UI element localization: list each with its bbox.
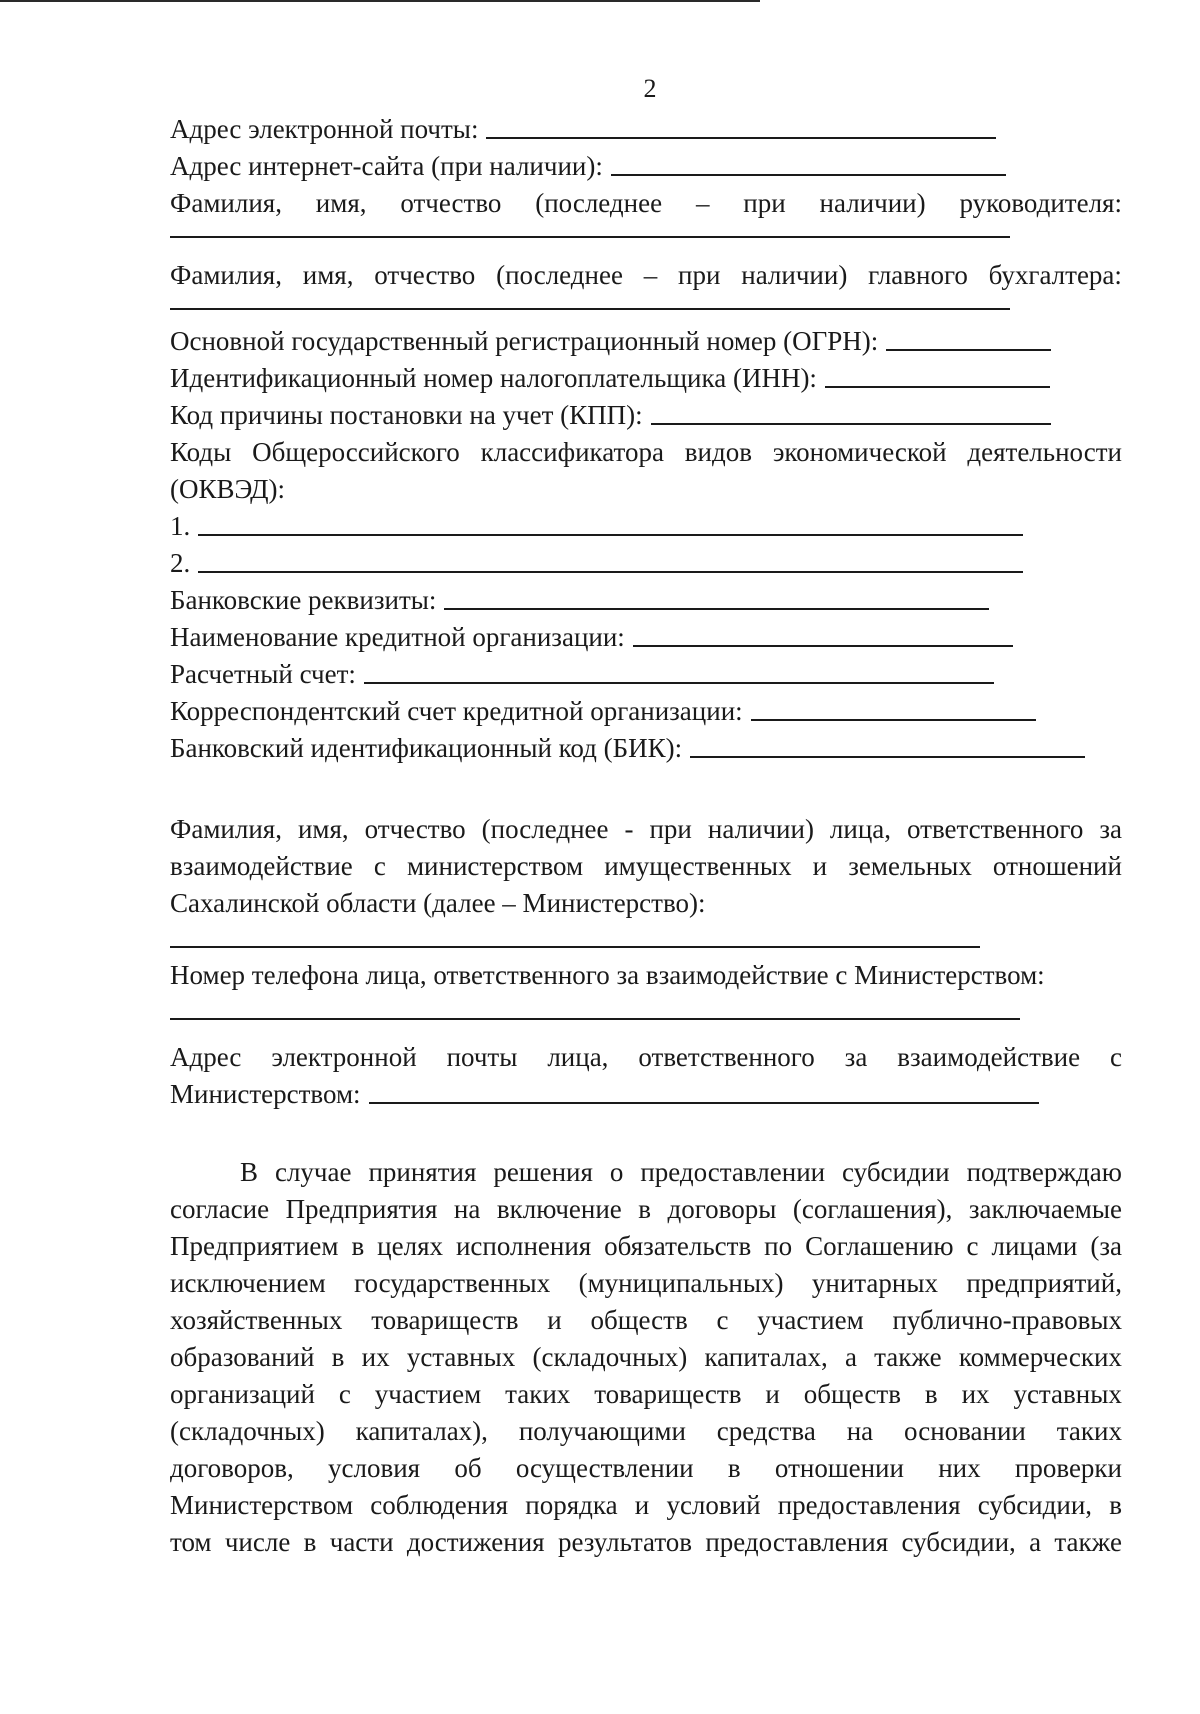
paragraph-line bbox=[170, 1524, 1122, 1561]
paragraph-word: и bbox=[765, 1379, 780, 1409]
accountant-label-row bbox=[170, 254, 1122, 291]
paragraph-word: уставных bbox=[406, 1342, 516, 1372]
paragraph-word: об bbox=[454, 1453, 482, 1483]
paragraph-word: участием bbox=[757, 1305, 864, 1335]
paragraph-word: унитарных bbox=[811, 1268, 938, 1298]
corr-account-field-line bbox=[751, 718, 1036, 721]
resp-email-field-line bbox=[369, 1101, 1039, 1104]
website-row bbox=[170, 145, 1122, 182]
responsible-label-row-1 bbox=[170, 808, 1122, 845]
bank-details-label: Банковские реквизиты: bbox=[170, 585, 437, 615]
paragraph-word: Министерством bbox=[170, 1490, 354, 1520]
okved-label-cont: (ОКВЭД): bbox=[170, 474, 285, 504]
paragraph-word: лицами bbox=[991, 1231, 1078, 1261]
paragraph-word: средства bbox=[716, 1416, 816, 1446]
paragraph-word: обществ bbox=[590, 1305, 688, 1335]
paragraph-word: организаций bbox=[170, 1379, 315, 1409]
director-label-word: Фамилия, bbox=[170, 188, 282, 218]
paragraph-word: уставных bbox=[1013, 1379, 1122, 1409]
paragraph-word: в bbox=[351, 1231, 365, 1261]
paragraph-word: заключаемые bbox=[968, 1194, 1122, 1224]
paragraph-word: в bbox=[331, 1342, 345, 1372]
paragraph-word: предоставления bbox=[705, 1527, 889, 1557]
paragraph-word: и bbox=[634, 1490, 650, 1520]
consent-paragraph bbox=[170, 1154, 1122, 1561]
okved-label-word: Коды bbox=[170, 437, 232, 467]
paragraph-word: коммерческих bbox=[958, 1342, 1122, 1372]
paragraph-word: и bbox=[547, 1305, 562, 1335]
responsible-label-row-2 bbox=[170, 845, 1122, 882]
accountant-field-line bbox=[170, 307, 1010, 310]
paragraph-word: их bbox=[961, 1379, 990, 1409]
paragraph-word: подтверждаю bbox=[966, 1157, 1122, 1187]
responsible-label-word: за bbox=[1099, 814, 1122, 844]
okved-label-row bbox=[170, 431, 1122, 468]
okved-label-word: деятельности bbox=[967, 437, 1122, 467]
phone-label: Номер телефона лица, ответственного за взаимодействие с Министерством: bbox=[170, 960, 1045, 990]
accountant-label-word: при bbox=[678, 260, 721, 290]
resp-email-label-word: лица, bbox=[547, 1042, 609, 1072]
paragraph-word: на bbox=[846, 1416, 874, 1446]
resp-email-label-word: с bbox=[1110, 1042, 1122, 1072]
director-label-word: отчество bbox=[400, 188, 502, 218]
okved-item-1-row bbox=[170, 505, 1122, 542]
paragraph-word: товариществ bbox=[594, 1379, 742, 1409]
paragraph-line bbox=[170, 1191, 1122, 1228]
paragraph-word: (складочных) bbox=[170, 1416, 325, 1446]
responsible-label-word: (последнее bbox=[481, 814, 609, 844]
okved-label-word: классификатора bbox=[480, 437, 664, 467]
bank-name-field-line bbox=[633, 644, 1013, 647]
resp-email-label-word: электронной bbox=[271, 1042, 417, 1072]
paragraph-word: в bbox=[638, 1194, 652, 1224]
responsible-label-word: Фамилия, bbox=[170, 814, 282, 844]
paragraph-word: в bbox=[727, 1453, 741, 1483]
bik-field-line bbox=[690, 755, 1085, 758]
paragraph-word: включение bbox=[496, 1194, 622, 1224]
okved-label-word: экономической bbox=[772, 437, 947, 467]
kpp-row bbox=[170, 394, 1122, 431]
email-field-line bbox=[486, 136, 996, 139]
account-field-line bbox=[364, 681, 994, 684]
paragraph-word: исполнения bbox=[455, 1231, 592, 1261]
paragraph-word: получающими bbox=[518, 1416, 686, 1446]
accountant-label-word: – bbox=[643, 260, 658, 290]
accountant-label-word: Фамилия, bbox=[170, 260, 282, 290]
scan-top-edge bbox=[0, 0, 760, 2]
paragraph-word: Предприятия bbox=[285, 1194, 438, 1224]
paragraph-word: договоры bbox=[667, 1194, 777, 1224]
resp-email-label-cont: Министерством: bbox=[170, 1079, 361, 1109]
paragraph-word: с bbox=[338, 1379, 351, 1409]
okved-label-word: Общероссийского bbox=[252, 437, 460, 467]
paragraph-line bbox=[170, 1413, 1122, 1450]
paragraph-line bbox=[170, 1376, 1122, 1413]
responsible-label-word: ответственного bbox=[907, 814, 1084, 844]
form-body bbox=[170, 108, 1122, 1561]
director-label-row bbox=[170, 182, 1122, 219]
resp-email-label-row-1 bbox=[170, 1036, 1122, 1073]
okved-item-2-field-line bbox=[198, 570, 1023, 573]
inn-row bbox=[170, 357, 1122, 394]
email-row bbox=[170, 108, 1122, 145]
website-field-line bbox=[611, 173, 1006, 176]
responsible-label-word: при bbox=[649, 814, 692, 844]
page-number: 2 bbox=[643, 74, 657, 103]
resp-email-label-word: взаимодействие bbox=[897, 1042, 1081, 1072]
okved-label-word: видов bbox=[684, 437, 752, 467]
paragraph-word: а bbox=[844, 1342, 857, 1372]
paragraph-word: о bbox=[609, 1157, 624, 1187]
paragraph-word: капиталах, bbox=[704, 1342, 828, 1372]
paragraph-word: принятия bbox=[368, 1157, 477, 1187]
paragraph-word: (соглашения), bbox=[792, 1194, 953, 1224]
accountant-label-word: главного bbox=[868, 260, 968, 290]
paragraph-line bbox=[170, 1154, 1122, 1191]
paragraph-word: обществ bbox=[803, 1379, 901, 1409]
paragraph-word: решения bbox=[493, 1157, 593, 1187]
paragraph-word: Предприятием bbox=[170, 1231, 339, 1261]
director-label-word: (последнее bbox=[535, 188, 663, 218]
email-label: Адрес электронной почты: bbox=[170, 114, 479, 144]
resp-email-label-word: почты bbox=[446, 1042, 518, 1072]
account-label: Расчетный счет: bbox=[170, 659, 356, 689]
paragraph-word: основании bbox=[904, 1416, 1026, 1446]
paragraph-word: субсидии bbox=[842, 1157, 950, 1187]
paragraph-word: таких bbox=[1056, 1416, 1122, 1446]
responsible-label-word: земельных bbox=[848, 851, 972, 881]
corr-account-row bbox=[170, 690, 1122, 727]
okved-label-row-2 bbox=[170, 468, 1122, 505]
account-row bbox=[170, 653, 1122, 690]
paragraph-line bbox=[170, 1302, 1122, 1339]
paragraph-word: государственных bbox=[354, 1268, 551, 1298]
paragraph-word: (складочных) bbox=[532, 1342, 688, 1372]
paragraph-line bbox=[170, 1450, 1122, 1487]
bank-name-label: Наименование кредитной организации: bbox=[170, 622, 625, 652]
responsible-label-word: отчество bbox=[364, 814, 466, 844]
paragraph-word: согласие bbox=[170, 1194, 270, 1224]
paragraph-line bbox=[170, 1228, 1122, 1265]
ogrn-row bbox=[170, 320, 1122, 357]
paragraph-word: образований bbox=[170, 1342, 315, 1372]
paragraph-word: в bbox=[303, 1527, 317, 1557]
paragraph-word: отношении bbox=[774, 1453, 904, 1483]
paragraph-word: предоставлении bbox=[640, 1157, 826, 1187]
paragraph-word: субсидии, bbox=[977, 1490, 1093, 1520]
inn-field-line bbox=[825, 385, 1050, 388]
paragraph-word: Соглашению bbox=[805, 1231, 954, 1261]
responsible-label-row-3 bbox=[170, 882, 1122, 919]
paragraph-word: с bbox=[716, 1305, 729, 1335]
paragraph-word: в bbox=[924, 1379, 938, 1409]
bank-details-field-line bbox=[444, 607, 989, 610]
paragraph-word: числе bbox=[224, 1527, 291, 1557]
resp-email-label-word: Адрес bbox=[170, 1042, 242, 1072]
website-label: Адрес интернет-сайта (при наличии): bbox=[170, 151, 603, 181]
paragraph-word: исключением bbox=[170, 1268, 326, 1298]
paragraph-word: (за bbox=[1090, 1231, 1122, 1261]
corr-account-label: Корреспондентский счет кредитной организации: bbox=[170, 696, 743, 726]
accountant-label-word: имя, bbox=[302, 260, 354, 290]
bank-details-row bbox=[170, 579, 1122, 616]
responsible-label-word: и bbox=[812, 851, 828, 881]
responsible-label-word: имущественных bbox=[604, 851, 792, 881]
paragraph-word: проверки bbox=[1014, 1453, 1122, 1483]
ogrn-label: Основной государственный регистрационный номер (ОГРН): bbox=[170, 326, 879, 356]
paragraph-word: также bbox=[874, 1342, 942, 1372]
responsible-field-line bbox=[170, 945, 980, 948]
okved-item-2-row bbox=[170, 542, 1122, 579]
accountant-label-word: отчество bbox=[374, 260, 476, 290]
paragraph-word: субсидии, bbox=[901, 1527, 1016, 1557]
paragraph-word: обязательств bbox=[604, 1231, 752, 1261]
accountant-label-word: бухгалтера: bbox=[988, 260, 1122, 290]
responsible-label-word: отношений bbox=[992, 851, 1122, 881]
paragraph-word: а bbox=[1029, 1527, 1042, 1557]
kpp-field-line bbox=[651, 422, 1051, 425]
bik-label: Банковский идентификационный код (БИК): bbox=[170, 733, 683, 763]
okved-item-1-label: 1. bbox=[170, 511, 191, 541]
director-label-word: имя, bbox=[315, 188, 367, 218]
responsible-label-word: имя, bbox=[297, 814, 349, 844]
responsible-label-word: министерством bbox=[406, 851, 584, 881]
paragraph-line bbox=[170, 1265, 1122, 1302]
paragraph-word: целях bbox=[377, 1231, 443, 1261]
responsible-label-word: лица, bbox=[829, 814, 892, 844]
paragraph-word: капиталах), bbox=[355, 1416, 488, 1446]
paragraph-word: договоров, bbox=[170, 1453, 294, 1483]
paragraph-word: них bbox=[938, 1453, 981, 1483]
responsible-label-word: с bbox=[373, 851, 386, 881]
paragraph-word: достижения bbox=[406, 1527, 545, 1557]
paragraph-word: соблюдения bbox=[370, 1490, 509, 1520]
responsible-label-word: - bbox=[624, 814, 634, 844]
paragraph-word: случае bbox=[274, 1157, 352, 1187]
paragraph-word: в bbox=[1109, 1490, 1122, 1520]
responsible-label-word: взаимодействие bbox=[170, 851, 353, 881]
director-label-word: – bbox=[695, 188, 710, 218]
resp-email-label-row-2 bbox=[170, 1073, 1122, 1110]
responsible-label-cont: Сахалинской области (далее – Министерство): bbox=[170, 888, 706, 918]
paragraph-word: осуществлении bbox=[515, 1453, 694, 1483]
director-label-word: при bbox=[743, 188, 786, 218]
paragraph-word: том bbox=[170, 1527, 212, 1557]
paragraph-word: условия bbox=[327, 1453, 421, 1483]
paragraph-word: части bbox=[329, 1527, 394, 1557]
paragraph-word: товариществ bbox=[371, 1305, 519, 1335]
accountant-label-word: (последнее bbox=[496, 260, 623, 290]
paragraph-word: таких bbox=[505, 1379, 571, 1409]
bank-name-row bbox=[170, 616, 1122, 653]
paragraph-word: предприятий, bbox=[966, 1268, 1122, 1298]
paragraph-word: результатов bbox=[557, 1527, 693, 1557]
paragraph-word: В bbox=[240, 1157, 259, 1187]
paragraph-word: участием bbox=[374, 1379, 482, 1409]
paragraph-word: на bbox=[453, 1194, 481, 1224]
ogrn-field-line bbox=[886, 348, 1051, 351]
paragraph-word: с bbox=[966, 1231, 979, 1261]
bik-row bbox=[170, 727, 1122, 764]
paragraph-word: условий bbox=[666, 1490, 761, 1520]
responsible-label-word: наличии) bbox=[707, 814, 814, 844]
inn-label: Идентификационный номер налогоплательщика (ИНН): bbox=[170, 363, 817, 393]
paragraph-word: (муниципальных) bbox=[578, 1268, 784, 1298]
paragraph-line bbox=[170, 1487, 1122, 1524]
kpp-label: Код причины постановки на учет (КПП): bbox=[170, 400, 643, 430]
paragraph-word: по bbox=[764, 1231, 793, 1261]
paragraph-word: публично-правовых bbox=[892, 1305, 1122, 1335]
okved-item-1-field-line bbox=[198, 533, 1023, 536]
okved-item-2-label: 2. bbox=[170, 548, 191, 578]
director-label-word: руководителя: bbox=[959, 188, 1122, 218]
resp-email-label-word: за bbox=[844, 1042, 868, 1072]
paragraph-word: также bbox=[1054, 1527, 1122, 1557]
paragraph-word: порядка bbox=[525, 1490, 618, 1520]
accountant-label-word: наличии) bbox=[741, 260, 848, 290]
phone-row bbox=[170, 954, 1122, 991]
paragraph-line bbox=[170, 1339, 1122, 1376]
paragraph-word: предоставления bbox=[777, 1490, 961, 1520]
paragraph-word: хозяйственных bbox=[170, 1305, 343, 1335]
director-label-word: наличии) bbox=[819, 188, 926, 218]
paragraph-word: их bbox=[361, 1342, 390, 1372]
resp-email-label-word: ответственного bbox=[638, 1042, 815, 1072]
